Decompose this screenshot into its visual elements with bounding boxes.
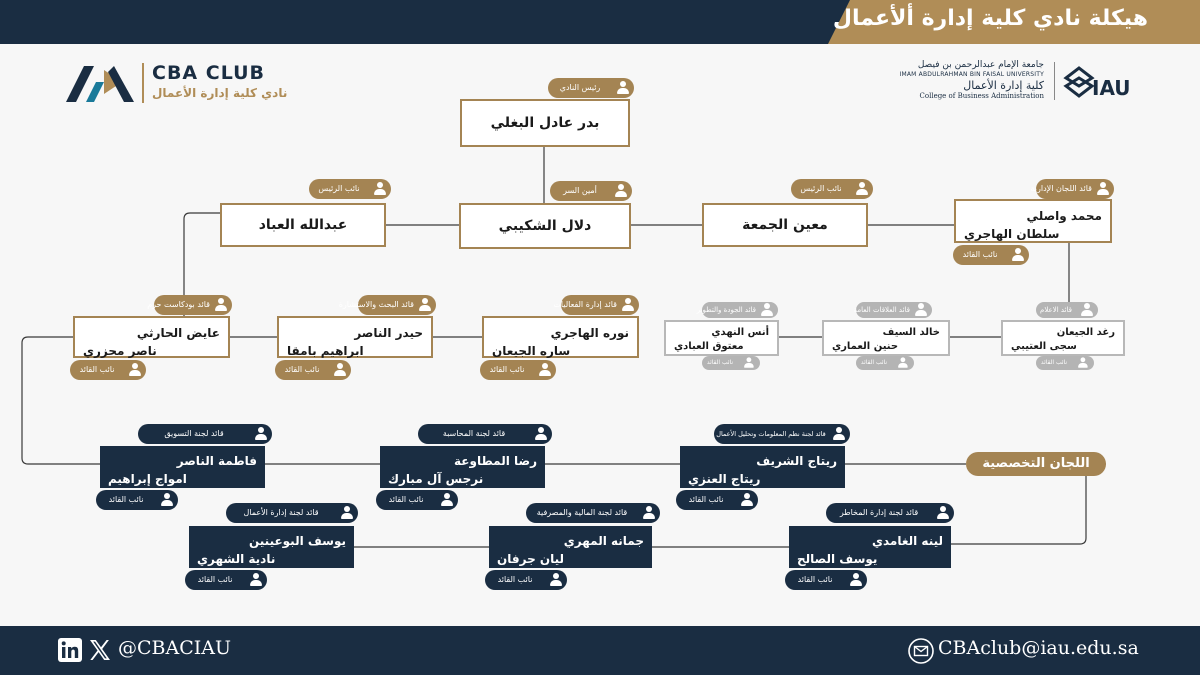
person-icon (1096, 182, 1109, 196)
person-icon (418, 298, 431, 312)
person-icon (549, 573, 562, 587)
public-relations-deputy-pill: نائب القائد (856, 356, 914, 370)
risk-role-pill: قائد لجنة إدارة المخاطر (826, 503, 954, 523)
risk-deputy-pill: نائب القائد (785, 570, 867, 590)
person-icon (760, 303, 773, 317)
research-box: حيدر الناصر ابراهيم بامقا (277, 316, 433, 358)
accounting-role-pill: قائد لجنة المحاسبة (418, 424, 552, 444)
person-icon (832, 427, 845, 441)
risk-box: لينه الغامدي يوسف الصالح (789, 526, 951, 568)
person-icon (621, 298, 634, 312)
vp-right-role-pill: نائب الرئيس (791, 179, 873, 199)
person-icon (614, 184, 627, 198)
person-icon (1011, 248, 1024, 262)
club-logo-title: CBA CLUB (152, 62, 266, 84)
person-icon (254, 427, 267, 441)
person-icon (340, 506, 353, 520)
person-icon (743, 357, 753, 368)
person-icon (440, 493, 453, 507)
page-title: هيكلة نادي كلية إدارة ألأعمال (832, 6, 1148, 31)
secretary-box: دلال الشكيبي (459, 203, 631, 249)
person-icon (849, 573, 862, 587)
person-icon (1077, 357, 1087, 368)
marketing-box: فاطمة الناصر امواج إبراهيم (100, 446, 265, 488)
person-icon (616, 81, 629, 95)
person-icon (249, 573, 262, 587)
person-icon (1080, 303, 1093, 317)
quality-deputy-pill: نائب القائد (702, 356, 760, 370)
admin-committees-deputy-pill: نائب القائد (953, 245, 1029, 265)
person-icon (897, 357, 907, 368)
podcast-box: عايض الحارثي ناصر محزري (73, 316, 230, 358)
mis-deputy-pill: نائب القائد (676, 490, 758, 510)
x-icon[interactable] (88, 638, 112, 662)
club-logo-subtitle: نادي كلية إدارة الأعمال (152, 86, 288, 100)
linkedin-icon[interactable] (58, 638, 82, 662)
person-icon (160, 493, 173, 507)
vp-right-box: معين الجمعة (702, 203, 868, 247)
quality-box: أنس النهدي معتوق العبادي (664, 320, 779, 356)
events-role-pill: قائد إدارة الفعاليات (561, 295, 639, 315)
college-name-ar: كلية إدارة الأعمال (963, 79, 1044, 92)
media-box: رغد الجيعان سجى العتيبي (1001, 320, 1125, 356)
business-admin-box: يوسف البوعينين نادية الشهري (189, 526, 354, 568)
business-admin-deputy-pill: نائب القائد (185, 570, 267, 590)
accounting-box: رضا المطاوعة نرجس آل مبارك (380, 446, 545, 488)
events-box: نوره الهاجري ساره الجيعان (482, 316, 639, 358)
media-deputy-pill: نائب القائد (1036, 356, 1094, 370)
person-icon (936, 506, 949, 520)
social-handle[interactable]: @CBACIAU (118, 637, 231, 659)
person-icon (128, 363, 141, 377)
finance-deputy-pill: نائب القائد (485, 570, 567, 590)
public-relations-role-pill: قائد العلاقات العامة (856, 302, 932, 318)
research-deputy-pill: نائب القائد (275, 360, 351, 380)
specialized-committees-label: اللجان التخصصية (966, 452, 1106, 476)
person-icon (373, 182, 386, 196)
person-icon (534, 427, 547, 441)
person-icon (740, 493, 753, 507)
podcast-role-pill: قائد بودكاست حرم (154, 295, 232, 315)
president-box: بدر عادل البغلي (460, 99, 630, 147)
university-name-en: IMAM ABDULRAHMAN BIN FAISAL UNIVERSITY (899, 71, 1044, 78)
admin-committees-box: محمد واصلي سلطان الهاجري (954, 199, 1112, 243)
college-name-en: College of Business Administration (919, 92, 1044, 100)
president-role-pill: رئيس النادي (548, 78, 634, 98)
business-admin-role-pill: قائد لجنة إدارة الأعمال (226, 503, 358, 523)
person-icon (914, 303, 927, 317)
finance-box: جمانه المهري ليان جرفان (489, 526, 652, 568)
public-relations-box: خالد السيف حنين العماري (822, 320, 950, 356)
events-deputy-pill: نائب القائد (480, 360, 556, 380)
admin-committees-role-pill: قائد اللجان الإدارية (1036, 179, 1114, 199)
university-name-ar: جامعة الإمام عبدالرحمن بن فيصل (917, 60, 1044, 70)
mis-role-pill: قائد لجنة نظم المعلومات وتحليل الأعمال (714, 424, 850, 444)
podcast-deputy-pill: نائب القائد (70, 360, 146, 380)
person-icon (214, 298, 227, 312)
marketing-role-pill: قائد لجنة التسويق (138, 424, 272, 444)
iau-logo-text: IAU (1092, 76, 1131, 100)
quality-role-pill: قائد الجودة والتطوير (702, 302, 778, 318)
marketing-deputy-pill: نائب القائد (96, 490, 178, 510)
person-icon (333, 363, 346, 377)
vp-left-box: عبدالله العباد (220, 203, 386, 247)
person-icon (538, 363, 551, 377)
research-role-pill: قائد البحث والاستشارة (358, 295, 436, 315)
contact-email[interactable]: CBAclub@iau.edu.sa (938, 637, 1139, 659)
person-icon (855, 182, 868, 196)
secretary-role-pill: أمين السر (550, 181, 632, 201)
accounting-deputy-pill: نائب القائد (376, 490, 458, 510)
mis-box: ريتاج الشريف ريتاج العنزي (680, 446, 845, 488)
email-icon (908, 638, 934, 664)
media-role-pill: قائد الاعلام (1036, 302, 1098, 318)
person-icon (642, 506, 655, 520)
vp-left-role-pill: نائب الرئيس (309, 179, 391, 199)
finance-role-pill: قائد لجنة المالية والمصرفية (526, 503, 660, 523)
